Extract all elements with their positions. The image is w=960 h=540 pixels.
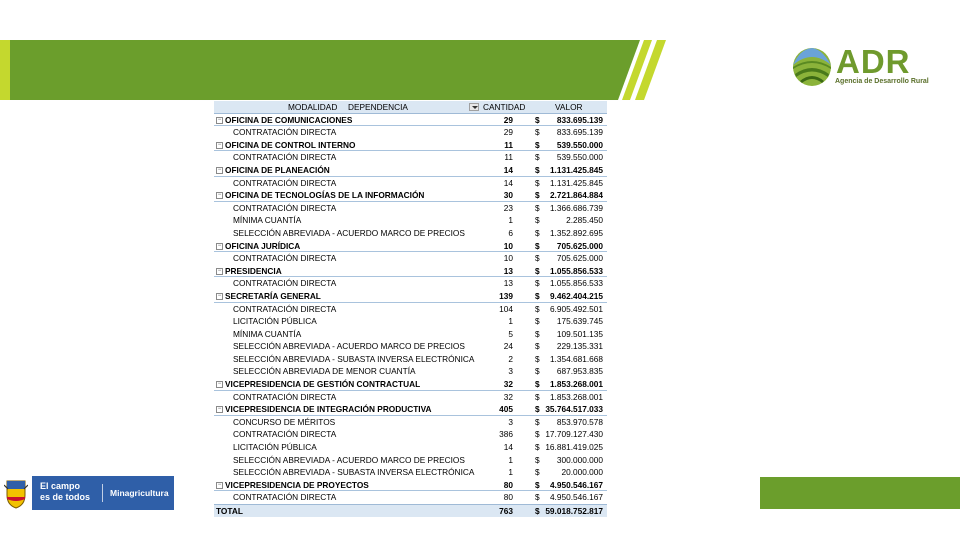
modality-row xyxy=(214,202,607,215)
modality-row xyxy=(214,277,607,290)
row-label: CONTRATACIÓN DIRECTA xyxy=(233,492,337,503)
footer-branding xyxy=(0,476,176,510)
dependency-row xyxy=(214,240,607,253)
filter-dropdown-icon[interactable] xyxy=(469,103,479,111)
modality-row xyxy=(214,416,607,429)
row-currency: $ xyxy=(535,139,540,150)
row-label: PRESIDENCIA xyxy=(225,265,282,276)
dependency-row xyxy=(214,164,607,177)
row-label: CONTRATACIÓN DIRECTA xyxy=(233,253,337,264)
row-value: 1.366.686.739 xyxy=(549,202,603,213)
row-currency: $ xyxy=(535,240,540,251)
dependency-row xyxy=(214,479,607,492)
row-quantity: 6 xyxy=(508,227,513,238)
row-value: 539.550.000 xyxy=(556,152,603,163)
row-label: MÍNIMA CUANTÍA xyxy=(233,215,302,226)
collapse-toggle-icon[interactable]: − xyxy=(217,481,222,488)
row-quantity: 30 xyxy=(503,190,513,201)
row-value: 17.709.127.430 xyxy=(545,429,603,440)
row-currency: $ xyxy=(535,290,540,301)
modality-row xyxy=(214,491,607,504)
modality-row xyxy=(214,428,607,441)
row-label: OFICINA DE COMUNICACIONES xyxy=(225,114,353,125)
row-quantity: 104 xyxy=(499,303,513,314)
row-quantity: 10 xyxy=(503,253,513,264)
row-value: 539.550.000 xyxy=(556,139,603,150)
modality-row xyxy=(214,466,607,479)
row-value: 1.131.425.845 xyxy=(549,177,603,188)
row-currency: $ xyxy=(535,265,540,276)
row-quantity: 1 xyxy=(508,467,513,478)
row-quantity: 32 xyxy=(503,391,513,402)
modality-row xyxy=(214,328,607,341)
row-value: 1.853.268.001 xyxy=(549,391,603,402)
row-currency: $ xyxy=(535,303,540,314)
dependency-row xyxy=(214,265,607,278)
campo-divider xyxy=(102,484,103,502)
row-quantity: 5 xyxy=(508,328,513,339)
row-quantity: 3 xyxy=(508,416,513,427)
row-label: SELECCIÓN ABREVIADA - ACUERDO MARCO DE PRECIOS xyxy=(233,341,465,352)
row-label: VICEPRESIDENCIA DE PROYECTOS xyxy=(225,479,369,490)
row-quantity: 386 xyxy=(499,429,513,440)
dependency-row xyxy=(214,290,607,303)
row-currency: $ xyxy=(535,227,540,238)
row-label: CONCURSO DE MÉRITOS xyxy=(233,416,336,427)
row-label: OFICINA JURÍDICA xyxy=(225,240,301,251)
row-label: SELECCIÓN ABREVIADA - SUBASTA INVERSA ELECTRÓNICA xyxy=(233,467,475,478)
row-currency: $ xyxy=(535,190,540,201)
campo-line1: El campo xyxy=(40,481,81,491)
row-value: 1.055.856.533 xyxy=(549,278,603,289)
collapse-toggle-icon[interactable]: − xyxy=(217,292,222,299)
row-label: CONTRATACIÓN DIRECTA xyxy=(233,127,337,138)
row-currency: $ xyxy=(535,379,540,390)
modality-row xyxy=(214,252,607,265)
row-currency: $ xyxy=(535,202,540,213)
adr-logo xyxy=(792,44,932,90)
colombia-shield-icon xyxy=(4,479,28,509)
row-quantity: 14 xyxy=(503,442,513,453)
row-currency: $ xyxy=(535,152,540,163)
row-currency: $ xyxy=(535,253,540,264)
table-header xyxy=(214,101,607,114)
row-currency: $ xyxy=(535,316,540,327)
modality-row xyxy=(214,151,607,164)
row-label: CONTRATACIÓN DIRECTA xyxy=(233,429,337,440)
row-currency: $ xyxy=(535,391,540,402)
collapse-toggle-icon[interactable]: − xyxy=(217,242,222,249)
row-value: 9.462.404.215 xyxy=(549,290,603,301)
row-quantity: 11 xyxy=(504,139,513,150)
dependency-row xyxy=(214,114,607,127)
modality-row xyxy=(214,441,607,454)
modality-row xyxy=(214,454,607,467)
row-label: VICEPRESIDENCIA DE INTEGRACIÓN PRODUCTIVA xyxy=(225,404,432,415)
row-label: SECRETARÍA GENERAL xyxy=(225,290,321,301)
row-label: VICEPRESIDENCIA DE GESTIÓN CONTRACTUAL xyxy=(225,379,421,390)
row-value: 833.695.139 xyxy=(556,127,603,138)
row-quantity: 13 xyxy=(503,278,513,289)
logo-subtitle: Agencia de Desarrollo Rural xyxy=(835,78,929,85)
row-value: 109.501.135 xyxy=(556,328,603,339)
row-label: LICITACIÓN PÚBLICA xyxy=(233,316,317,327)
row-currency: $ xyxy=(535,467,540,478)
row-label: SELECCIÓN ABREVIADA - ACUERDO MARCO DE PRECIOS xyxy=(233,454,465,465)
row-currency: $ xyxy=(535,366,540,377)
row-quantity: 29 xyxy=(503,114,513,125)
row-quantity: 405 xyxy=(499,404,513,415)
row-quantity: 80 xyxy=(503,492,513,503)
modality-row xyxy=(214,227,607,240)
row-value: 853.970.578 xyxy=(556,416,603,427)
row-quantity: 1 xyxy=(508,316,513,327)
row-quantity: 2 xyxy=(508,353,513,364)
modality-row xyxy=(214,365,607,378)
modality-row xyxy=(214,177,607,190)
row-currency: $ xyxy=(535,164,540,175)
row-currency: $ xyxy=(535,479,540,490)
row-value: 2.285.450 xyxy=(566,215,603,226)
row-value: 4.950.546.167 xyxy=(549,479,603,490)
row-label: CONTRATACIÓN DIRECTA xyxy=(233,152,337,163)
row-label: MÍNIMA CUANTÍA xyxy=(233,328,302,339)
collapse-toggle-icon[interactable]: − xyxy=(217,141,222,148)
row-currency: $ xyxy=(535,506,540,516)
row-value: 175.639.745 xyxy=(556,316,603,327)
row-quantity: 11 xyxy=(504,152,513,163)
row-label: CONTRATACIÓN DIRECTA xyxy=(233,177,337,188)
row-currency: $ xyxy=(535,404,540,415)
collapse-toggle-icon[interactable]: − xyxy=(217,381,222,388)
header-cantidad: CANTIDAD xyxy=(483,102,526,112)
row-label: CONTRATACIÓN DIRECTA xyxy=(233,391,337,402)
row-currency: $ xyxy=(535,442,540,453)
modality-row xyxy=(214,303,607,316)
pivot-table xyxy=(214,101,607,517)
dependency-row xyxy=(214,378,607,391)
row-value: 229.135.331 xyxy=(556,341,603,352)
row-quantity: 763 xyxy=(499,506,513,516)
dependency-row xyxy=(214,139,607,152)
row-value: 833.695.139 xyxy=(556,114,603,125)
field-globe-icon xyxy=(792,47,832,87)
row-value: 2.721.864.884 xyxy=(549,190,603,201)
row-quantity: 1 xyxy=(508,454,513,465)
row-currency: $ xyxy=(535,114,540,125)
row-quantity: 24 xyxy=(503,341,513,352)
campo-line2: es de todos xyxy=(40,492,91,502)
row-label: OFICINA DE CONTROL INTERNO xyxy=(225,139,356,150)
row-label: SELECCIÓN ABREVIADA - ACUERDO MARCO DE PRECIOS xyxy=(233,227,465,238)
row-quantity: 32 xyxy=(503,379,513,390)
collapse-toggle-icon[interactable]: − xyxy=(217,166,222,173)
row-value: 1.131.425.845 xyxy=(549,164,603,175)
ministry-name: Minagricultura xyxy=(110,488,169,498)
header-valor: VALOR xyxy=(555,102,583,112)
modality-row xyxy=(214,214,607,227)
header-dependencia: DEPENDENCIA xyxy=(348,102,408,112)
row-value: 6.905.492.501 xyxy=(549,303,603,314)
row-value: 300.000.000 xyxy=(556,454,603,465)
row-label: CONTRATACIÓN DIRECTA xyxy=(233,303,337,314)
row-value: 20.000.000 xyxy=(561,467,603,478)
row-label: OFICINA DE PLANEACIÓN xyxy=(225,164,330,175)
modality-row xyxy=(214,315,607,328)
collapse-toggle-icon[interactable]: − xyxy=(217,192,222,199)
row-label: CONTRATACIÓN DIRECTA xyxy=(233,202,337,213)
footer-green-bar xyxy=(760,477,960,509)
row-label: LICITACIÓN PÚBLICA xyxy=(233,442,317,453)
collapse-toggle-icon[interactable]: − xyxy=(217,116,222,123)
dependency-row xyxy=(214,403,607,416)
row-value: 1.055.856.533 xyxy=(549,265,603,276)
row-currency: $ xyxy=(535,127,540,138)
dependency-row xyxy=(214,189,607,202)
campo-slogan xyxy=(40,481,90,503)
row-label: TOTAL xyxy=(216,506,243,516)
row-quantity: 29 xyxy=(503,127,513,138)
row-currency: $ xyxy=(535,353,540,364)
row-quantity: 80 xyxy=(503,479,513,490)
row-currency: $ xyxy=(535,328,540,339)
row-label: OFICINA DE TECNOLOGÍAS DE LA INFORMACIÓN xyxy=(225,190,425,201)
row-quantity: 139 xyxy=(499,290,513,301)
row-currency: $ xyxy=(535,416,540,427)
row-label: CONTRATACIÓN DIRECTA xyxy=(233,278,337,289)
row-quantity: 1 xyxy=(508,215,513,226)
modality-row xyxy=(214,353,607,366)
row-label: SELECCIÓN ABREVIADA - SUBASTA INVERSA ELECTRÓNICA xyxy=(233,353,475,364)
modality-row xyxy=(214,340,607,353)
row-quantity: 14 xyxy=(503,177,513,188)
row-value: 4.950.546.167 xyxy=(549,492,603,503)
row-currency: $ xyxy=(535,429,540,440)
collapse-toggle-icon[interactable]: − xyxy=(217,406,222,413)
row-quantity: 13 xyxy=(503,265,513,276)
modality-row xyxy=(214,391,607,404)
row-value: 1.352.892.695 xyxy=(549,227,603,238)
row-currency: $ xyxy=(535,341,540,352)
row-quantity: 10 xyxy=(503,240,513,251)
row-quantity: 14 xyxy=(503,164,513,175)
row-value: 35.764.517.033 xyxy=(545,404,603,415)
row-value: 705.625.000 xyxy=(556,253,603,264)
row-currency: $ xyxy=(535,454,540,465)
row-value: 59.018.752.817 xyxy=(545,506,603,516)
row-value: 1.354.681.668 xyxy=(549,353,603,364)
row-value: 1.853.268.001 xyxy=(549,379,603,390)
collapse-toggle-icon[interactable]: − xyxy=(217,267,222,274)
row-value: 687.953.835 xyxy=(556,366,603,377)
row-quantity: 3 xyxy=(508,366,513,377)
logo-name: ADR xyxy=(836,43,911,80)
row-currency: $ xyxy=(535,278,540,289)
header-modalidad: MODALIDAD xyxy=(288,102,338,112)
row-currency: $ xyxy=(535,492,540,503)
campo-banner xyxy=(32,476,174,510)
row-value: 16.881.419.025 xyxy=(545,442,603,453)
modality-row xyxy=(214,126,607,139)
row-value: 705.625.000 xyxy=(556,240,603,251)
row-currency: $ xyxy=(535,215,540,226)
total-row xyxy=(214,504,607,517)
row-currency: $ xyxy=(535,177,540,188)
row-label: SELECCIÓN ABREVIADA DE MENOR CUANTÍA xyxy=(233,366,416,377)
row-quantity: 23 xyxy=(503,202,513,213)
